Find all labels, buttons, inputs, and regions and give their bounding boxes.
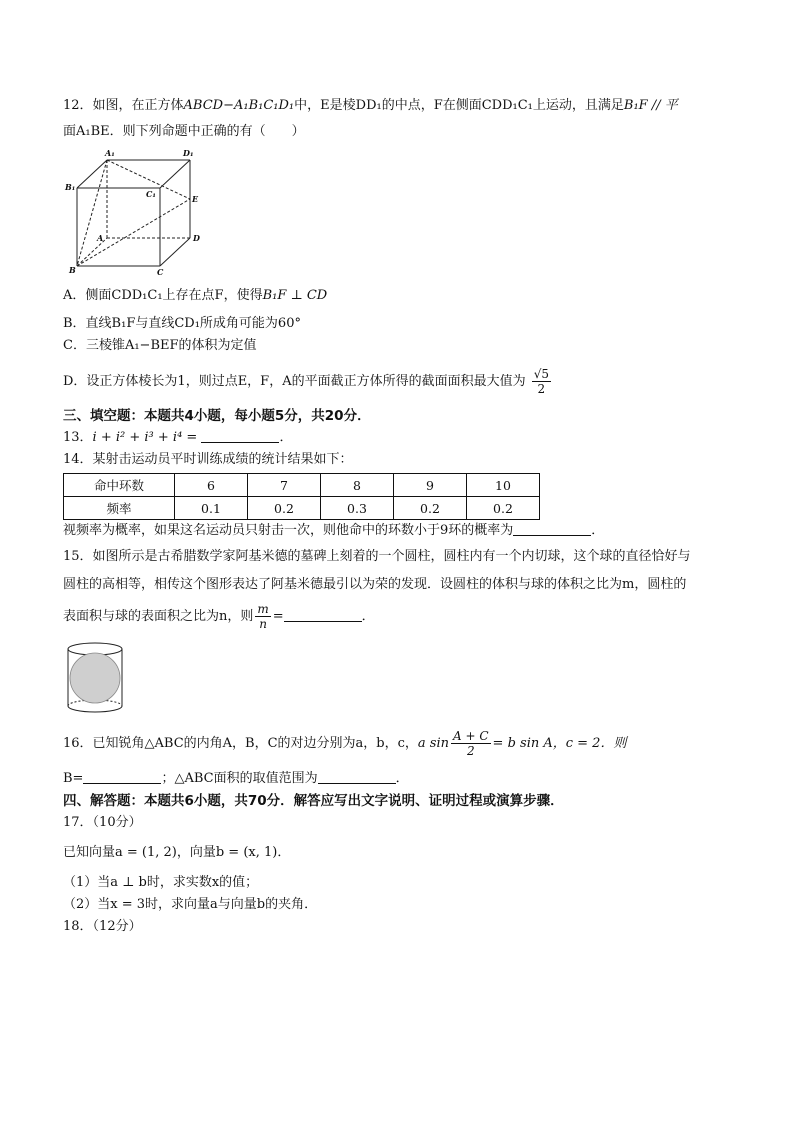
q12-option-d-fraction — [532, 367, 551, 396]
q12-option-a-text: A．侧面CDD₁C₁上存在点F，使得 — [63, 288, 263, 303]
edge-c1d1 — [160, 160, 190, 188]
q16-line1 — [63, 728, 743, 760]
q12-option-c: C．三棱锥A₁−BEF的体积为定值 — [63, 338, 257, 353]
cube-figure — [63, 145, 203, 275]
section-3-heading: 三、填空题：本题共4小题，每小题5分，共20分． — [63, 408, 371, 424]
q15-fraction — [255, 602, 270, 631]
label-b1: B₁ — [65, 182, 76, 192]
label-a: A — [97, 233, 104, 243]
label-b: B — [69, 265, 76, 275]
q17-head: 17．（10分） — [63, 815, 142, 830]
table-cell: 9 — [394, 474, 467, 497]
q12-line2: 面A₁BE．则下列命题中正确的有（ ） — [63, 124, 305, 139]
exam-page — [63, 95, 743, 938]
table-header-cell: 频率 — [64, 497, 175, 520]
fraction-denominator: n — [259, 617, 267, 631]
table-cell: 8 — [321, 474, 394, 497]
table-cell: 10 — [467, 474, 540, 497]
fraction-numerator: A + C — [453, 729, 489, 743]
table-cell: 7 — [248, 474, 321, 497]
q13-suffix: ． — [279, 430, 293, 445]
q17-part1: （1）当a ⊥ b时，求实数x的值； — [63, 875, 259, 890]
table-row — [64, 497, 540, 520]
q13 — [63, 427, 743, 449]
cylinder-bottom-front — [68, 706, 122, 712]
q16-expr-a: a sin — [417, 736, 450, 751]
edge-b1a1 — [77, 160, 107, 188]
fraction-numerator: m — [257, 602, 269, 616]
line-a1b — [77, 160, 107, 266]
q12-option-a-math: B₁F ⊥ CD — [262, 288, 328, 303]
q15-line1: 15．如图所示是古希腊数学家阿基米德的墓碑上刻着的一个圆柱，圆柱内有一个内切球，这个球的直径恰好与 — [63, 549, 691, 564]
q15-suffix: ． — [361, 609, 375, 624]
q17-part2: （2）当x = 3时，求向量a与向量b的夹角． — [63, 897, 318, 912]
answer-blank[interactable] — [83, 769, 161, 784]
table-cell: 6 — [175, 474, 248, 497]
label-d: D — [193, 233, 200, 243]
q16-line2-mid: ；△ABC面积的取值范围为 — [161, 771, 318, 786]
q16-line2 — [63, 768, 743, 790]
table-row — [64, 474, 540, 497]
q14-after-text: 视频率为概率，如果这名运动员只射击一次，则他命中的环数小于9环的概率为 — [63, 523, 514, 538]
edge-cd — [160, 238, 190, 266]
q14-table — [63, 473, 540, 520]
q13-expression: i + i² + i³ + i⁴ = — [92, 430, 198, 445]
q12-option-b: B．直线B₁F与直线CD₁所成角可能为60° — [63, 316, 301, 331]
table-header-cell: 命中环数 — [64, 474, 175, 497]
q13-number: 13． — [63, 430, 93, 445]
q12-cube-name: ABCD−A₁B₁C₁D₁ — [183, 98, 295, 113]
line-be — [77, 199, 190, 266]
cylinder-sphere-figure — [63, 640, 127, 716]
q12-condition: B₁F // 平 — [623, 98, 678, 113]
table-cell: 0.2 — [248, 497, 321, 520]
table-cell: 0.2 — [467, 497, 540, 520]
q15-line2: 圆柱的高相等，相传这个图形表达了阿基米德最引以为荣的发现．设圆柱的体积与球的体积之比为m，圆柱的 — [63, 577, 687, 592]
q12-option-d-text: D．设正方体棱长为1，则过点E，F，A的平面截正方体所得的截面面积最大值为 — [63, 374, 526, 389]
q15-line3 — [63, 602, 743, 632]
label-c1: C₁ — [146, 189, 156, 199]
q12-prefix: 12．如图，在正方体 — [63, 98, 184, 113]
table-cell: 0.1 — [175, 497, 248, 520]
q12-line1 — [63, 95, 743, 117]
q14-suffix: ． — [591, 523, 605, 538]
label-d1: D₁ — [183, 148, 194, 158]
q15-line3-text: 表面积与球的表面积之比为n，则 — [63, 609, 254, 624]
fraction-numerator: √5 — [533, 367, 550, 381]
q14-text: 14．某射击运动员平时训练成绩的统计结果如下： — [63, 452, 353, 467]
q17-given: 已知向量a = (1, 2)，向量b = (x, 1)． — [63, 845, 291, 860]
inscribed-sphere — [70, 653, 120, 703]
answer-blank[interactable] — [201, 428, 279, 443]
section-4-heading: 四、解答题：本题共6小题，共70分．解答应写出文字说明、证明过程或演算步骤． — [63, 793, 564, 809]
q16-fraction — [451, 729, 491, 758]
table-cell: 0.2 — [394, 497, 467, 520]
answer-blank[interactable] — [318, 769, 396, 784]
q16-suffix: ． — [395, 771, 409, 786]
q16-expr-b: = b sin A，c = 2．则 — [492, 736, 627, 751]
q15-equals: = — [272, 609, 284, 624]
fraction-denominator: 2 — [537, 382, 546, 396]
answer-blank[interactable] — [284, 607, 362, 622]
table-cell: 0.3 — [321, 497, 394, 520]
q12-option-a — [63, 285, 743, 307]
fraction-denominator: 2 — [466, 744, 475, 758]
label-c: C — [157, 267, 164, 275]
q12-option-d — [63, 365, 743, 399]
q18-head: 18．（12分） — [63, 919, 142, 934]
q14-after — [63, 520, 743, 542]
answer-blank[interactable] — [513, 521, 591, 536]
q16-line2-prefix: B= — [63, 771, 84, 786]
q12-line1-mid: 中，E是棱DD₁的中点，F在侧面CDD₁C₁上运动，且满足 — [294, 98, 624, 113]
q16-line1-text: 16．已知锐角△ABC的内角A，B，C的对边分别为a，b，c， — [63, 736, 418, 751]
label-a1: A₁ — [105, 148, 115, 158]
label-e: E — [192, 194, 199, 204]
